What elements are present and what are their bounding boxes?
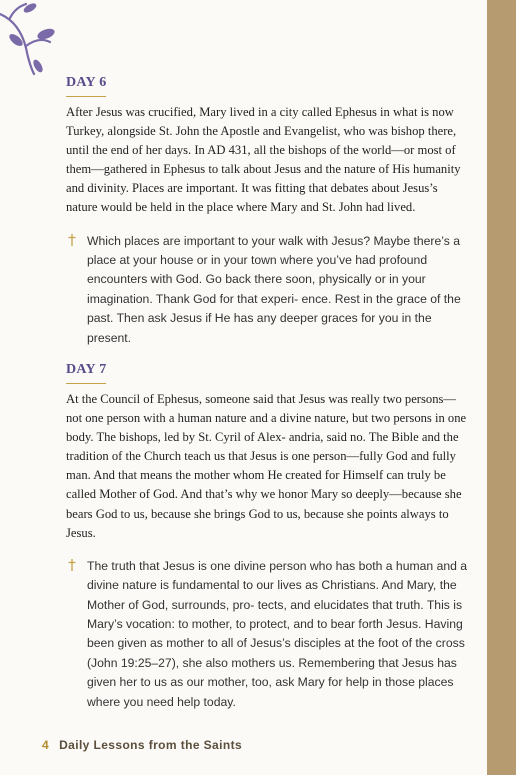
day-6-body: After Jesus was crucified, Mary lived in a city called Ephesus in what is now Turkey, alongside St. John the Apostle and Evangelist, who was bishop there, until the end of her days. In AD 431, all the bishops of the world—or most of them—gathered in Ephesus to talk about Jesus and the nature of His humanity and divinity. Places are important. It was fitting that debates about Jesus’s nature would be held in the place where Mary and St. John had lived.	[66, 105, 461, 215]
day-7-underline	[66, 383, 106, 384]
day-7-heading: DAY 7	[66, 362, 107, 377]
day-7-reflection	[66, 557, 471, 712]
day-7-reflection-text: The truth that Jesus is one divine person who has both a human and a divine nature is fundamental to our lives as Christians. And Mary, the Mother of God, surrounds, pro- tects, and elucidates that truth. This is Mary’s vocation: to mother, to protect, and to bear forth Jesus. Having been given as mother to all of Jesus’s disciples at the foot of the cross (John 19:25–27), she also mothers us. Remembering that Jesus has given her to us as our mother, too, ask Mary for help in those places where you need help today.	[87, 558, 468, 709]
day-6-reflection	[66, 232, 471, 348]
day-7-body: At the Council of Ephesus, someone said that Jesus was really two persons—not one person with a human nature and a divine nature, but two persons in one body. The bishops, led by St. Cyril of Alex- andria, said no. The Bible and the tradition of the Church teach us that Jesus is one person—fully God and fully man. And that means the mother whom He created for Himself can truly be called Mother of God. And that’s why we honor Mary so deeply—because she bears God to us, because she brings God to us, because she points always to Jesus.	[66, 392, 467, 540]
day-6-underline	[66, 96, 106, 97]
page-number: 4	[42, 738, 50, 752]
day-6-heading: DAY 6	[66, 75, 107, 90]
cross-icon	[68, 234, 76, 246]
day-7-section	[66, 360, 471, 712]
page-footer	[42, 737, 242, 753]
vine-ornament-icon	[0, 0, 70, 80]
day-6-reflection-text: Which places are important to your walk with Jesus? Maybe there’s a place at your house or in your town where you’ve had profound encounters with God. Go back there soon, physically or in your imagination. Thank God for that experi- ence. Rest in the grace of the past. Then ask Jesus if He has any deeper graces for you in the present.	[87, 233, 461, 345]
cross-icon	[68, 559, 76, 571]
book-title: Daily Lessons from the Saints	[59, 738, 243, 752]
day-6-section	[66, 73, 471, 348]
side-color-band	[487, 0, 516, 775]
